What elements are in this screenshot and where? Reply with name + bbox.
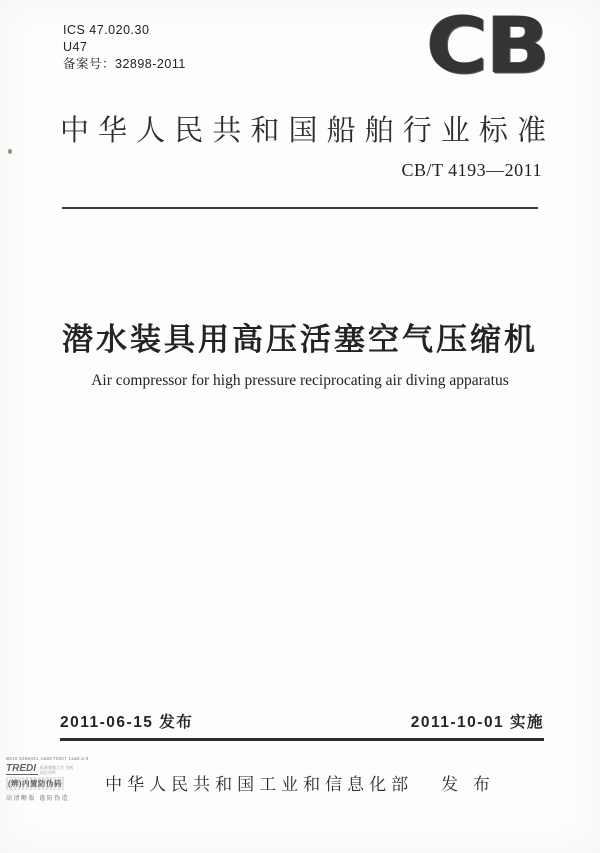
scan-speck [8, 149, 12, 154]
stamp-brand-note: 标准频服工作 全纸纹打印件 [40, 764, 74, 775]
publish-label: 发 布 [441, 775, 495, 794]
header-divider-rule [62, 207, 538, 209]
stamp-brand-logo: TREDI [6, 763, 36, 774]
stamp-code-label: (辨)内置防伪码 [8, 779, 62, 788]
publisher-name: 中华人民共和国工业和信息化部 [105, 775, 414, 794]
implementation-date: 2011-10-01 实施 [410, 714, 544, 731]
anti-counterfeit-stamp [6, 756, 98, 802]
stamp-footer: 高清晰版 谨防伪造 [6, 796, 70, 802]
cb-logo: CB [426, 0, 548, 92]
dates-row [60, 710, 544, 741]
ics-code: ICS 47.020.30 [63, 23, 150, 37]
stamp-brand-row [6, 764, 98, 775]
standard-type-title: 中华人民共和国船舶行业标准 [60, 115, 546, 147]
document-title-cn: 潜水装具用高压活塞空气压缩机 [62, 322, 538, 357]
record-number: 备案号：32898-2011 [63, 57, 186, 71]
standard-number: CB/T 4193—2011 [401, 160, 542, 180]
doc-class-code: U47 [63, 40, 88, 54]
issue-date: 2011-06-15 发布 [60, 714, 194, 731]
ics-meta-block [63, 22, 186, 73]
stamp-serial: B910 5296031 1&8KT0807 11&8.5.9 [6, 756, 89, 761]
document-title-en: Air compressor for high pressure reciprocating air diving apparatus [91, 372, 509, 389]
